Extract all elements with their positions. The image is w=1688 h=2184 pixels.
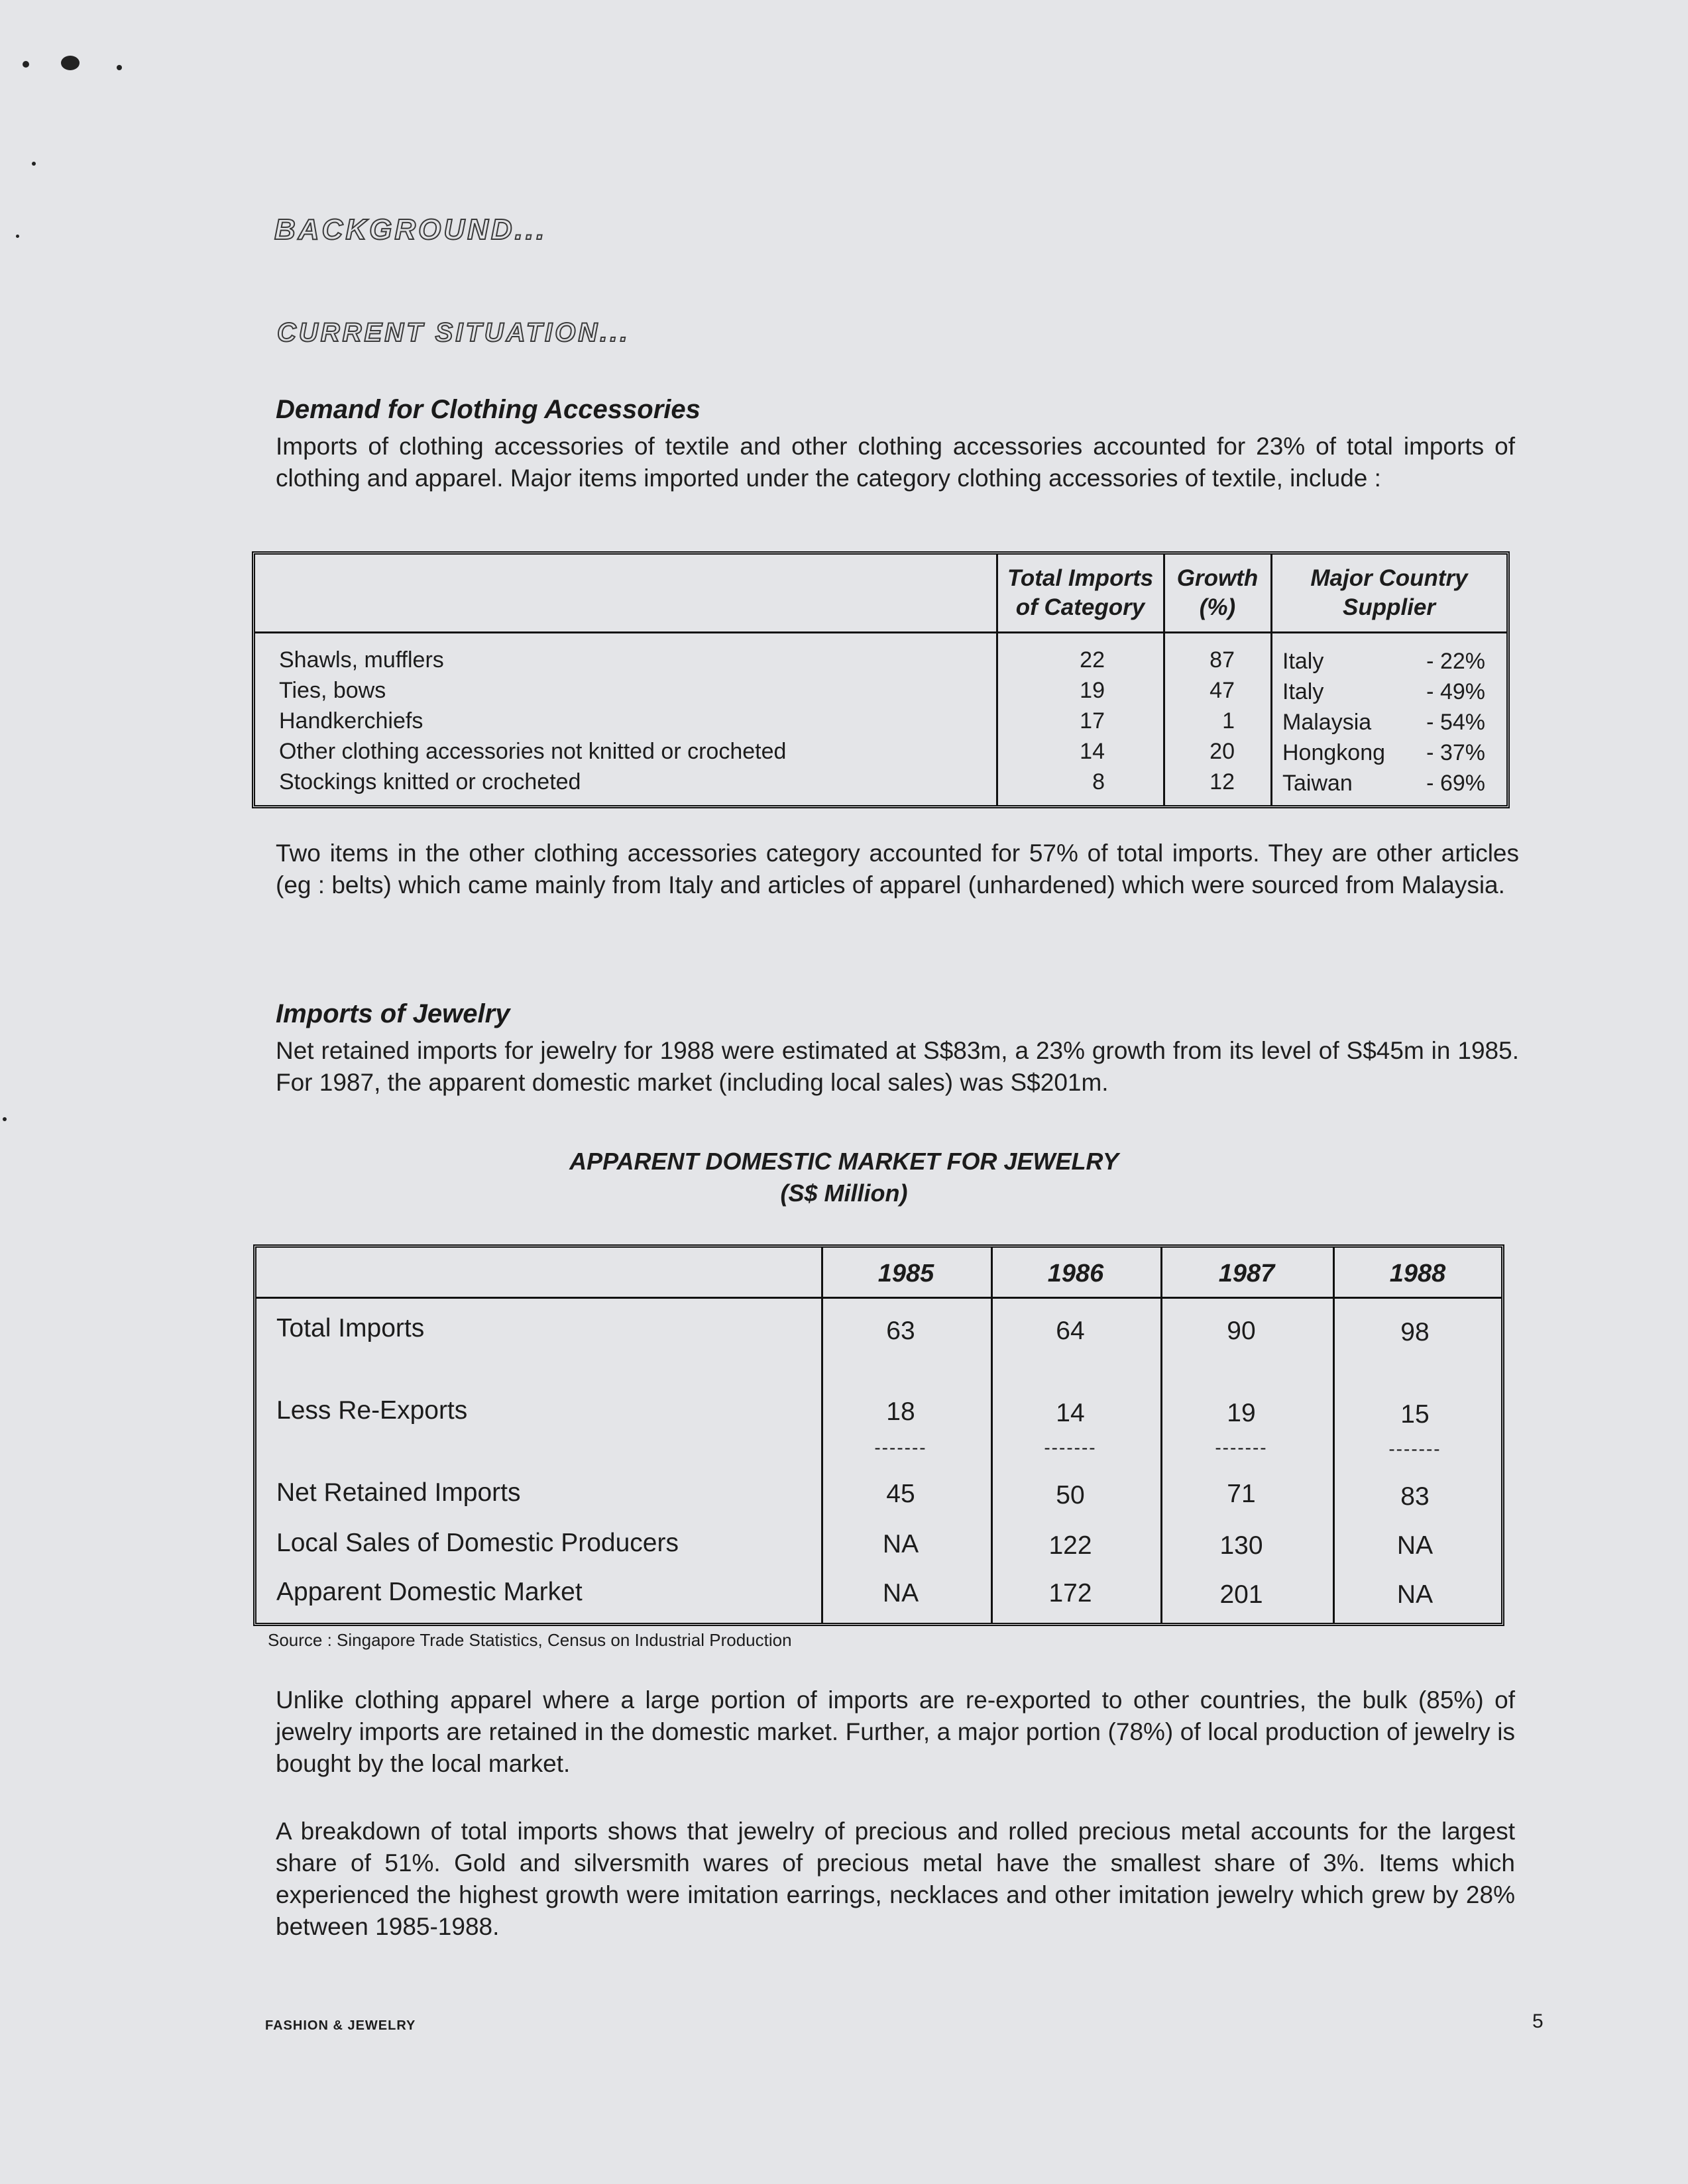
table-row-country: Italy	[1282, 679, 1324, 704]
year-header: 1986	[1047, 1260, 1104, 1287]
subtotal-rule: -------	[874, 1437, 927, 1458]
table-row-country: Taiwan	[1282, 771, 1353, 796]
table-row-growth: 20	[1210, 739, 1235, 764]
table-row-country: Malaysia	[1282, 710, 1372, 735]
row-value: 64	[1056, 1317, 1085, 1345]
row-value: NA	[1396, 1580, 1434, 1609]
scan-speck	[61, 56, 80, 70]
table-row-growth: 1	[1222, 708, 1235, 734]
header-major-supplier: Major Country Supplier	[1310, 565, 1468, 620]
row-value: 71	[1227, 1480, 1256, 1508]
clothing-accessories-intro: Imports of clothing accessories of textile and other clothing accessories accounted for 23% of total imports of clothing and apparel. Major items imported under the category clothing accessories of textile, include :	[276, 433, 1515, 492]
table-row-item: Shawls, mufflers	[279, 647, 444, 673]
background-heading: BACKGROUND...	[274, 213, 547, 246]
table-row-total: 17	[1080, 708, 1105, 734]
row-value: 201	[1219, 1580, 1263, 1609]
row-label: Total Imports	[276, 1314, 425, 1342]
row-value: 172	[1048, 1579, 1092, 1608]
year-header: 1987	[1218, 1260, 1275, 1287]
row-value: 83	[1400, 1482, 1430, 1511]
table-row-share: - 37%	[1426, 740, 1485, 765]
clothing-accessories-table	[252, 551, 1510, 808]
footer-label: FASHION & JEWELRY	[265, 2018, 416, 2033]
section-title-imports-of-jewelry: Imports of Jewelry	[276, 999, 510, 1028]
table-row-growth: 87	[1210, 647, 1235, 673]
table-row-growth: 12	[1210, 769, 1235, 794]
table-row-country: Italy	[1282, 649, 1324, 674]
table-subtitle: (S$ Million)	[780, 1179, 908, 1207]
header-total-imports: Total Imports of Category	[1007, 565, 1154, 620]
table-row-total: 14	[1080, 739, 1105, 764]
table-row-item: Other clothing accessories not knitted or crocheted	[279, 739, 787, 764]
row-value: NA	[1396, 1531, 1434, 1560]
row-value: 90	[1227, 1317, 1256, 1345]
row-value: 15	[1400, 1400, 1430, 1429]
scan-speck	[32, 162, 36, 166]
row-value: NA	[882, 1579, 919, 1608]
row-value: 45	[886, 1480, 915, 1508]
scan-speck	[117, 65, 122, 70]
year-header: 1988	[1389, 1260, 1446, 1287]
subtotal-rule: -------	[1388, 1439, 1441, 1459]
row-label: Net Retained Imports	[276, 1478, 521, 1507]
row-value: 130	[1219, 1531, 1263, 1560]
table-source: Source : Singapore Trade Statistics, Census on Industrial Production	[268, 1630, 792, 1650]
table-row-total: 19	[1080, 678, 1105, 703]
table-row-total: 8	[1092, 769, 1105, 794]
jewelry-market-table	[253, 1244, 1504, 1626]
page-number: 5	[1532, 2010, 1544, 2032]
row-value: 19	[1227, 1399, 1256, 1427]
row-value: 50	[1056, 1481, 1085, 1509]
row-value: 122	[1048, 1531, 1092, 1560]
jewelry-intro: Net retained imports for jewelry for 1988 were estimated at S$83m, a 23% growth from its level of S$45m in 1985. For 1987, the apparent domestic market (including local sales) was S$201m.	[276, 1037, 1519, 1096]
table-row-total: 22	[1080, 647, 1105, 673]
row-label: Less Re-Exports	[276, 1396, 468, 1425]
table-row-share: - 49%	[1426, 679, 1485, 704]
table-row-item: Stockings knitted or crocheted	[279, 769, 581, 794]
table-row-share: - 54%	[1426, 710, 1485, 735]
table-title: APPARENT DOMESTIC MARKET FOR JEWELRY	[569, 1148, 1119, 1175]
table-row-item: Ties, bows	[279, 678, 386, 703]
table-row-share: - 69%	[1426, 771, 1485, 796]
scan-speck	[16, 235, 19, 238]
row-value: 18	[886, 1397, 915, 1426]
table-row-share: - 22%	[1426, 649, 1485, 674]
section-title-clothing-accessories: Demand for Clothing Accessories	[276, 395, 701, 424]
jewelry-paragraph-breakdown: A breakdown of total imports shows that jewelry of precious and rolled precious metal accounts for the largest share of 51%. Gold and silversmith wares of precious metal have the smallest share of 3%. Items which experienced the highest growth were imitation earrings, necklaces and other imitation jewelry which grew by 28% between 1985-1988.	[276, 1818, 1515, 1940]
subtotal-rule: -------	[1215, 1437, 1268, 1458]
row-value: NA	[882, 1530, 919, 1558]
scan-speck	[23, 61, 29, 68]
table-row-item: Handkerchiefs	[279, 708, 423, 734]
row-label: Apparent Domestic Market	[276, 1578, 583, 1606]
scan-speck	[3, 1117, 7, 1121]
header-growth: Growth (%)	[1176, 565, 1259, 620]
table-row-growth: 47	[1210, 678, 1235, 703]
row-label: Local Sales of Domestic Producers	[276, 1529, 679, 1557]
row-value: 63	[886, 1317, 915, 1345]
row-value: 14	[1056, 1399, 1085, 1427]
clothing-accessories-followup: Two items in the other clothing accessories category accounted for 57% of total imports. They are other articles (eg : belts) which came mainly from Italy and articles of apparel (unhardened) which were sourced from Malaysia.	[276, 840, 1519, 899]
current-situation-heading: CURRENT SITUATION...	[277, 318, 630, 347]
jewelry-paragraph-retained: Unlike clothing apparel where a large portion of imports are re-exported to other countries, the bulk (85%) of jewelry imports are retained in the domestic market. Further, a major portion (78%) of local production of jewelry is bought by the local market.	[276, 1686, 1515, 1777]
table-row-country: Hongkong	[1282, 740, 1386, 765]
subtotal-rule: -------	[1044, 1437, 1097, 1458]
row-value: 98	[1400, 1318, 1430, 1346]
year-header: 1985	[877, 1260, 934, 1287]
